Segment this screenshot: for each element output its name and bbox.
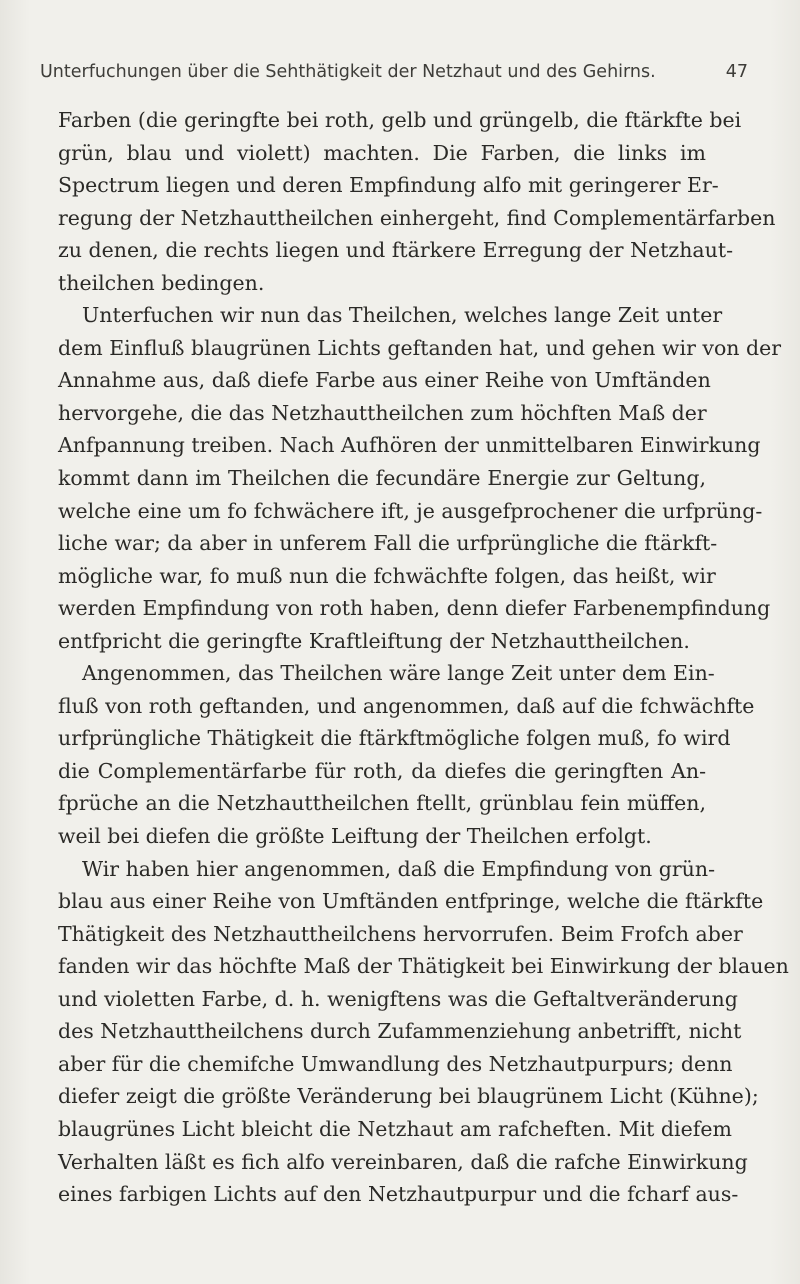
text-line: dem Einfluß blaugrünen Lichts geftanden hat, und gehen wir von der (58, 335, 782, 360)
text-line: welche eine um fo fchwächere ift, je ausgefprochener die urfprüng- (58, 498, 763, 523)
text-line: grün, blau und violett) machten. Die Farben, die links im (58, 140, 706, 165)
text-line: werden Empfindung von roth haben, denn diefer Farbenempfindung (58, 596, 771, 621)
text-line: fprüche an die Netzhauttheilchen ftellt, grünblau fein müffen, (58, 791, 706, 816)
text-line: blau aus einer Reihe von Umftänden entfpringe, welche die ftärkfte (58, 889, 764, 914)
text-line: zu denen, die rechts liegen und ftärkere Erregung der Netzhaut- (58, 238, 734, 263)
text-line: Verhalten läßt es fich alfo vereinbaren, daß die rafche Einwirkung (58, 1149, 748, 1174)
text-line: und violetten Farbe, d. h. wenigftens was die Geftaltveränderung (58, 986, 738, 1011)
text-line: Unterfuchen wir nun das Theilchen, welches lange Zeit unter (82, 303, 723, 328)
text-line: Anfpannung treiben. Nach Aufhören der unmittelbaren Einwirkung (58, 433, 761, 458)
text-line: Farben (die geringfte bei roth, gelb und grüngelb, die ftärkfte bei (58, 108, 742, 132)
text-line: diefer zeigt die größte Veränderung bei blaugrünem Licht (Kühne); (58, 1084, 759, 1109)
text-line: fanden wir das höchfte Maß der Thätigkeit bei Einwirkung der blauen (58, 954, 789, 979)
text-line: blaugrünes Licht bleicht die Netzhaut am rafcheften. Mit diefem (58, 1116, 732, 1141)
text-line: aber für die chemifche Umwandlung des Netzhautpurpurs; denn (58, 1051, 733, 1076)
text-line: urfprüngliche Thätigkeit die ftärkftmögliche folgen muß, fo wird (58, 726, 731, 751)
running-head (40, 62, 760, 86)
text-line: Thätigkeit des Netzhauttheilchens hervorrufen. Beim Frofch aber (58, 921, 743, 946)
text-line: Angenommen, das Theilchen wäre lange Zeit unter dem Ein- (82, 661, 715, 686)
body-text (58, 104, 789, 1211)
text-line: eines farbigen Lichts auf den Netzhautpurpur und die fcharf aus- (58, 1182, 739, 1207)
text-line: mögliche war, fo muß nun die fchwächfte folgen, das heißt, wir (58, 563, 716, 588)
text-line: Spectrum liegen und deren Empfindung alfo mit geringerer Er- (58, 173, 719, 198)
text-line: Annahme aus, daß diefe Farbe aus einer Reihe von Umftänden (58, 368, 711, 393)
text-line: die Complementärfarbe für roth, da diefes die geringften An- (58, 758, 706, 783)
text-line: hervorgehe, die das Netzhauttheilchen zum höchften Maß der (58, 400, 707, 425)
text-line: entfpricht die geringfte Kraftleiftung der Netzhauttheilchen. (58, 628, 690, 653)
text-line: liche war; da aber in unferem Fall die urfprüngliche die ftärkft- (58, 531, 718, 556)
text-line: des Netzhauttheilchens durch Zufammenziehung anbetrifft, nicht (58, 1019, 742, 1044)
page-number: 47 (725, 62, 748, 82)
running-head-title: Unterfuchungen über die Sehthätigkeit der Netzhaut und des Gehirns. (40, 62, 656, 82)
text-line: regung der Netzhauttheilchen einhergeht, find Complementärfarben (58, 205, 776, 230)
text-line: Wir haben hier angenommen, daß die Empfindung von grün- (82, 856, 716, 881)
text-line: fluß von roth geftanden, und angenommen, daß auf die fchwächfte (58, 693, 755, 718)
text-line: theilchen bedingen. (58, 270, 265, 295)
text-line: kommt dann im Theilchen die fecundäre Energie zur Geltung, (58, 466, 706, 491)
text-line: weil bei diefen die größte Leiftung der Theilchen erfolgt. (58, 824, 652, 849)
